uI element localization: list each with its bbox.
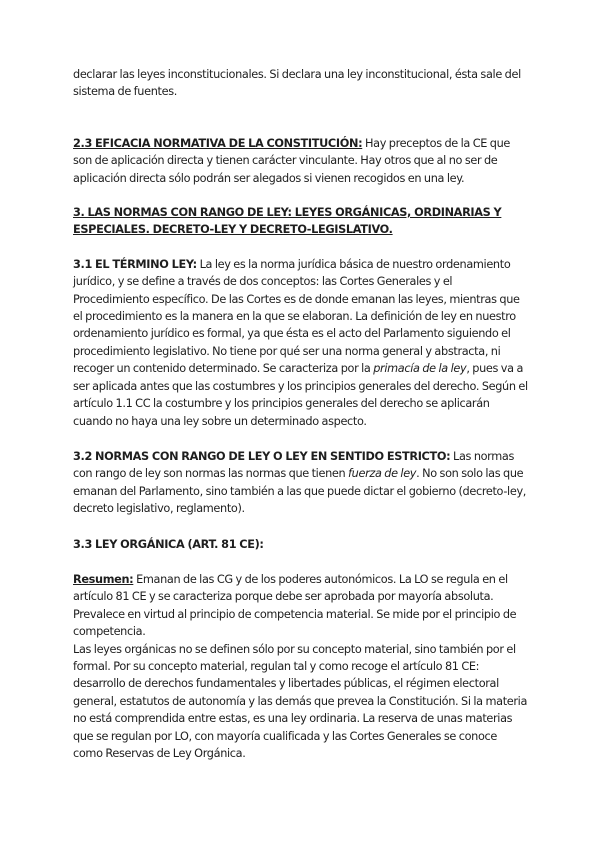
resumen-body: Emanan de las CG y de los poderes autonómicos. La LO se regula en el artículo 81 CE y se caracteriza porque debe ser aprobada por mayoría absoluta. Prevalece en virtud al principio de competencia material. Se mide por el principio de competencia. (73, 572, 517, 639)
section-3-heading (73, 204, 529, 239)
section-3-1-body-1: La ley es la norma jurídica básica de nuestro ordenamiento jurídico, y se define a través de dos conceptos: las Cortes Generales y el Procedimiento específico. De las Cortes es de donde emanan las leyes, mientras que el procedimiento es la manera en la que se elaboran. La definición de ley en nuestro ordenamiento jurídico es formal, ya que ésta es el acto del Parlamento siguiendo el procedimiento legislativo. No tiene por qué ser una norma general y abstracta, ni recoger un contenido determinado. Se caracteriza por la (73, 257, 520, 376)
section-3-2-body-1: Las normas con rango de ley son normas las normas que tienen (73, 449, 515, 481)
section-3-1-italic: primacía de la ley (373, 362, 467, 376)
resumen-label: Resumen: (73, 572, 134, 586)
section-2-3-paragraph (73, 135, 529, 187)
section-3-2-italic: fuerza de ley (348, 467, 417, 481)
section-3-heading-text: 3. LAS NORMAS CON RANGO DE LEY: LEYES ORGÁNICAS, ORDINARIAS Y ESPECIALES. DECRETO-LEY Y DECRETO-LEGISLATIVO. (73, 206, 502, 237)
section-3-3-heading (73, 536, 529, 553)
section-2-3-heading: 2.3 EFICACIA NORMATIVA DE LA CONSTITUCIÓN: (73, 136, 363, 150)
section-3-1-heading: 3.1 EL TÉRMINO LEY: (73, 257, 197, 271)
section-3-1-body-2: , pues va a ser aplicada antes que las costumbres y los principios generales del derecho. Según el artículo 1.1 CC la costumbre y los principios generales del derecho se aplicarán cuando no haya una ley sobre un determinado aspecto. (73, 362, 528, 428)
intro-paragraph: declarar las leyes inconstitucionales. Si declara una ley inconstitucional, ésta sale del sistema de fuentes. (73, 68, 521, 99)
section-3-2-heading: 3.2 NORMAS CON RANGO DE LEY O LEY EN SENTIDO ESTRICTO: (73, 449, 451, 463)
section-3-2-paragraph (73, 448, 529, 518)
section-2-3-body: Hay preceptos de la CE que son de aplicación directa y tienen carácter vinculante. Hay otros que al no ser de aplicación directa sólo podrán ser alegados si vienen recogidos en una ley. (73, 136, 511, 185)
section-3-3-body: Las leyes orgánicas no se definen sólo por su concepto material, sino también por el formal. Por su concepto material, regulan tal y como recoge el artículo 81 CE: desarrollo de derechos fundamentales y libertades públicas, el régimen electoral general, estatutos de autonomía y las demás que prevea la Constitución. Si la materia no está comprendida entre estas, es una ley ordinaria. La reserva de unas materias que se regulan por LO, con mayoría cualificada y las Cortes Generales se conoce como Reservas de Ley Orgánica. (73, 642, 528, 760)
section-3-3-heading-text: 3.3 LEY ORGÁNICA (ART. 81 CE): (73, 537, 264, 551)
section-3-1-paragraph (73, 256, 529, 430)
document-page (73, 66, 529, 762)
section-3-2-body-2: . No son solo las que emanan del Parlamento, sino también a las que puede dictar el gobierno (decreto-ley, decreto legislativo, reglamento). (73, 467, 527, 516)
resumen-paragraph (73, 571, 529, 641)
